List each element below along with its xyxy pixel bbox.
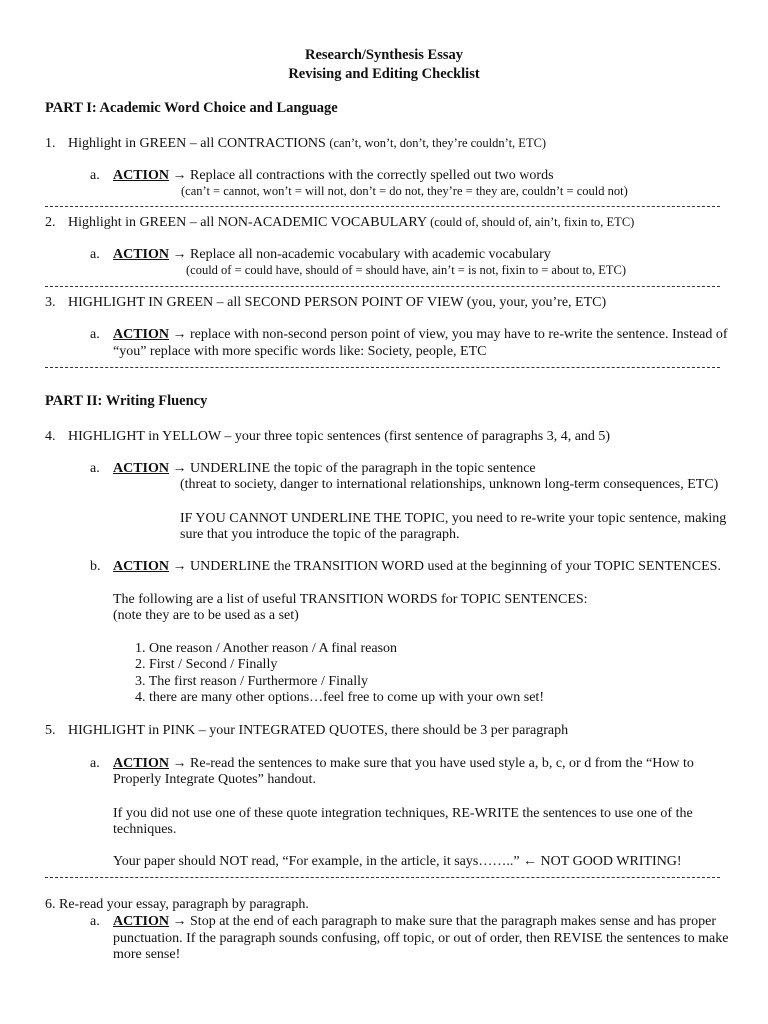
item5a-text (113, 755, 694, 772)
item1-number: 1. (45, 136, 56, 151)
item4a-letter: a. (90, 461, 100, 476)
item4-text: HIGHLIGHT in YELLOW – your three topic sentences (first sentence of paragraphs 3, 4, and 5) (68, 429, 611, 444)
item2a-detail: (could of = could have, should of = should have, ain’t = is not, fixin to = about to, ETC) (186, 263, 627, 277)
document-title: Research/Synthesis Essay (304, 47, 464, 63)
item5a-note-line2: techniques. (113, 822, 177, 837)
transition-list-item: 3. The first reason / Furthermore / Finally (135, 674, 369, 689)
item2-text (68, 214, 634, 231)
item3-text: HIGHLIGHT IN GREEN – all SECOND PERSON POINT OF VIEW (you, your, you’re, ETC) (68, 295, 607, 310)
item1a-action-label: ACTION (113, 168, 170, 183)
item2-text-lead: Highlight in GREEN – all NON-ACADEMIC VOCABULARY (68, 215, 431, 230)
separator (45, 286, 720, 287)
item6a-letter: a. (90, 914, 100, 929)
item5-text: HIGHLIGHT in PINK – your INTEGRATED QUOTES, there should be 3 per paragraph (68, 723, 569, 738)
item5a-letter: a. (90, 756, 100, 771)
item4a-action-label: ACTION (113, 461, 170, 476)
transition-list-note: (note they are to be used as a set) (113, 608, 299, 623)
item3a-action-label: ACTION (113, 327, 170, 342)
transition-list-item: 2. First / Second / Finally (135, 657, 278, 672)
item1a-instruction: → Replace all contractions with the correctly spelled out two words (169, 168, 554, 183)
separator (45, 206, 720, 207)
part1-heading: PART I: Academic Word Choice and Language (45, 100, 338, 116)
item4a-note-line1: IF YOU CANNOT UNDERLINE THE TOPIC, you need to re-write your topic sentence, making (180, 511, 727, 526)
item4b-action-label: ACTION (113, 559, 170, 574)
separator (45, 367, 720, 368)
item2-number: 2. (45, 215, 56, 230)
item2a-action-label: ACTION (113, 247, 170, 262)
transition-list-item: 4. there are many other options…feel free to come up with your own set! (135, 690, 544, 705)
item3a-text (113, 326, 728, 343)
item4b-instruction: → UNDERLINE the TRANSITION WORD used at the beginning of your TOPIC SENTENCES. (169, 559, 721, 574)
item5a-instruction: → Re-read the sentences to make sure that you have used style a, b, c, or d from the “How to (169, 756, 694, 771)
item1a-detail: (can’t = cannot, won’t = will not, don’t = do not, they’re = they are, couldn’t = could not) (181, 184, 628, 198)
item6a-instruction: → Stop at the end of each paragraph to make sure that the paragraph makes sense and has proper (169, 914, 716, 929)
item2-text-examples: (could of, should of, ain’t, fixin to, ETC) (430, 215, 635, 229)
item4a-text (113, 460, 536, 477)
transition-list-intro: The following are a list of useful TRANSITION WORDS for TOPIC SENTENCES: (113, 592, 588, 607)
part2-heading: PART II: Writing Fluency (45, 393, 208, 409)
item1a-letter: a. (90, 168, 100, 183)
item5a-note-line1: If you did not use one of these quote integration techniques, RE-WRITE the sentences to use one of the (113, 806, 693, 821)
item2a-text (113, 246, 551, 263)
item3-number: 3. (45, 295, 56, 310)
item6-text: 6. Re-read your essay, paragraph by paragraph. (45, 897, 309, 912)
item4b-text (113, 558, 721, 575)
item6a-text-line2: punctuation. If the paragraph sounds confusing, off topic, or out of order, then REVISE the sentences to make (113, 931, 729, 946)
item5a-warning: Your paper should NOT read, “For example, in the article, it says……..” ← NOT GOOD WRITING! (113, 854, 682, 869)
item3a-instruction: → replace with non-second person point of view, you may have to re-write the sentence. Instead of (169, 327, 728, 342)
item6a-text-line3: more sense! (113, 947, 181, 962)
item4b-letter: b. (90, 559, 101, 574)
item4-number: 4. (45, 429, 56, 444)
item2a-letter: a. (90, 247, 100, 262)
item6a-text (113, 913, 716, 930)
item4a-detail: (threat to society, danger to international relationships, unknown long-term consequences, ETC) (180, 477, 719, 492)
separator (45, 877, 720, 878)
document-subtitle: Revising and Editing Checklist (288, 66, 480, 82)
item4a-note-line2: sure that you introduce the topic of the paragraph. (180, 527, 460, 542)
item2a-instruction: → Replace all non-academic vocabulary with academic vocabulary (169, 247, 551, 262)
item1-text-lead: Highlight in GREEN – all CONTRACTIONS (68, 136, 330, 151)
item3a-text-line2: “you” replace with more specific words like: Society, people, ETC (113, 344, 487, 359)
item6a-action-label: ACTION (113, 914, 170, 929)
item3a-letter: a. (90, 327, 100, 342)
item1-text (68, 135, 546, 152)
item5-number: 5. (45, 723, 56, 738)
item1-text-examples: (can’t, won’t, don’t, they’re couldn’t, ETC) (329, 136, 547, 150)
item5a-action-label: ACTION (113, 756, 170, 771)
transition-list-item: 1. One reason / Another reason / A final reason (135, 641, 398, 656)
item5a-text-line2: Properly Integrate Quotes” handout. (113, 772, 316, 787)
item1a-text (113, 167, 554, 184)
item4a-instruction: → UNDERLINE the topic of the paragraph in the topic sentence (169, 461, 536, 476)
